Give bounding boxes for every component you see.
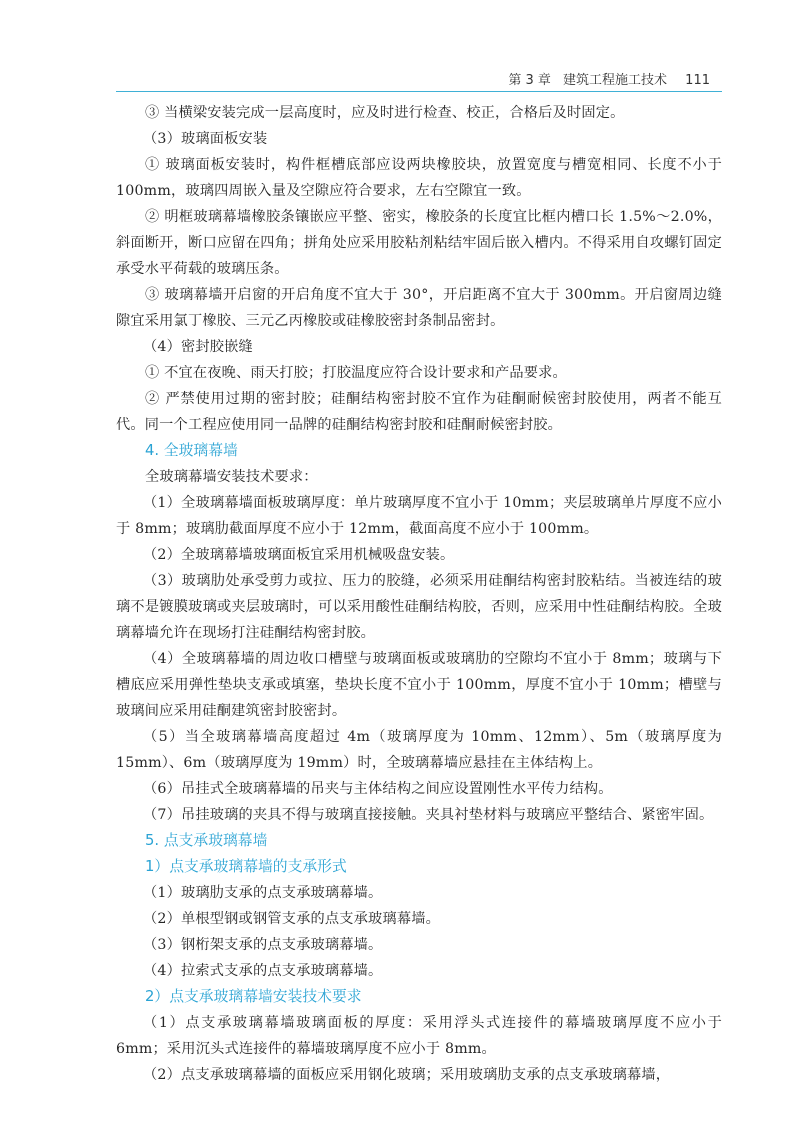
paragraph: ① 玻璃面板安装时，构件框槽底部应设两块橡胶块，放置宽度与槽宽相同、长度不小于 100mm，玻璃四周嵌入量及空隙应符合要求，左右空隙宜一致。 (116, 157, 722, 199)
list-item: （2）点支承玻璃幕墙的面板应采用钢化玻璃；采用玻璃肋支承的点支承玻璃幕墙， (143, 1067, 671, 1083)
list-item: （2）全玻璃幕墙玻璃面板宜采用机械吸盘安装。 (143, 547, 455, 563)
paragraph: ③ 玻璃幕墙开启窗的开启角度不宜大于 30°，开启距离不宜大于 300mm。开启窗周边缝隙宜采用氯丁橡胶、三元乙丙橡胶或硅橡胶密封条制品密封。 (116, 287, 722, 329)
page-number: 111 (685, 73, 710, 88)
list-item: （3）玻璃肋处承受剪力或拉、压力的胶缝，必须采用硅酮结构密封胶粘结。当被连结的玻璃不是镀膜玻璃或夹层玻璃时，可以采用酸性硅酮结构胶，否则，应采用中性硅酮结构胶。全玻璃幕墙允许在现场打注硅酮结构密封胶。 (116, 573, 722, 641)
list-item: （1）点支承玻璃幕墙玻璃面板的厚度：采用浮头式连接件的幕墙玻璃厚度不应小于 6mm；采用沉头式连接件的幕墙玻璃厚度不应小于 8mm。 (116, 1015, 722, 1057)
header-right-group (508, 69, 710, 88)
list-item: （5）当全玻璃幕墙高度超过 4m（玻璃厚度为 10mm、12mm）、5m（玻璃厚度为 15mm）、6m（玻璃厚度为 19mm）时，全玻璃幕墙应悬挂在主体结构上。 (116, 729, 722, 771)
header-chapter: 第 3 章 (508, 73, 551, 88)
list-item: （1）玻璃肋支承的点支承玻璃幕墙。 (143, 885, 383, 901)
list-item: （7）吊挂玻璃的夹具不得与玻璃直接接触。夹具衬垫材料与玻璃应平整结合、紧密牢固。 (143, 807, 714, 823)
paragraph: ① 不宜在夜晚、雨天打胶；打胶温度应符合设计要求和产品要求。 (145, 365, 567, 381)
subsection-heading: （4）密封胶嵌缝 (143, 339, 253, 355)
page-content (116, 100, 722, 1088)
paragraph: 全玻璃幕墙安装技术要求： (145, 469, 318, 485)
subheading-installation-requirements: 2）点支承玻璃幕墙安装技术要求 (145, 988, 362, 1005)
subheading-support-forms: 1）点支承玻璃幕墙的支承形式 (145, 858, 347, 875)
paragraph: ② 明框玻璃幕墙橡胶条镶嵌应平整、密实，橡胶条的长度宜比框内槽口长 1.5%～2.0%，斜面断开，断口应留在四角；拼角处应采用胶粘剂粘结牢固后嵌入槽内。不得采用自攻螺钉固定承受水平荷载的玻璃压条。 (116, 209, 722, 277)
section-heading-point-supported-curtain-wall: 5. 点支承玻璃幕墙 (145, 832, 268, 849)
running-header (116, 66, 722, 92)
paragraph: ② 严禁使用过期的密封胶；硅酮结构密封胶不宜作为硅酮耐候密封胶使用，两者不能互代。同一个工程应使用同一品牌的硅酮结构密封胶和硅酮耐候密封胶。 (116, 391, 722, 433)
list-item: （4）拉索式支承的点支承玻璃幕墙。 (143, 963, 383, 979)
list-item: （2）单根型钢或钢管支承的点支承玻璃幕墙。 (143, 911, 440, 927)
list-item: （3）钢桁架支承的点支承玻璃幕墙。 (143, 937, 383, 953)
section-heading-full-glass-curtain-wall: 4. 全玻璃幕墙 (145, 442, 238, 459)
header-title: 建筑工程施工技术 (563, 73, 668, 88)
subsection-heading: （3）玻璃面板安装 (143, 131, 268, 147)
paragraph: ③ 当横梁安装完成一层高度时，应及时进行检查、校正，合格后及时固定。 (145, 105, 625, 121)
list-item: （1）全玻璃幕墙面板玻璃厚度：单片玻璃厚度不宜小于 10mm；夹层玻璃单片厚度不应小于 8mm；玻璃肋截面厚度不应小于 12mm，截面高度不应小于 100mm。 (116, 495, 722, 537)
list-item: （4）全玻璃幕墙的周边收口槽壁与玻璃面板或玻璃肋的空隙均不宜小于 8mm；玻璃与下槽底应采用弹性垫块支承或填塞，垫块长度不宜小于 100mm，厚度不宜小于 10mm；槽壁与玻璃间应采用硅酮建筑密封胶密封。 (116, 651, 722, 719)
list-item: （6）吊挂式全玻璃幕墙的吊夹与主体结构之间应设置刚性水平传力结构。 (143, 781, 613, 797)
